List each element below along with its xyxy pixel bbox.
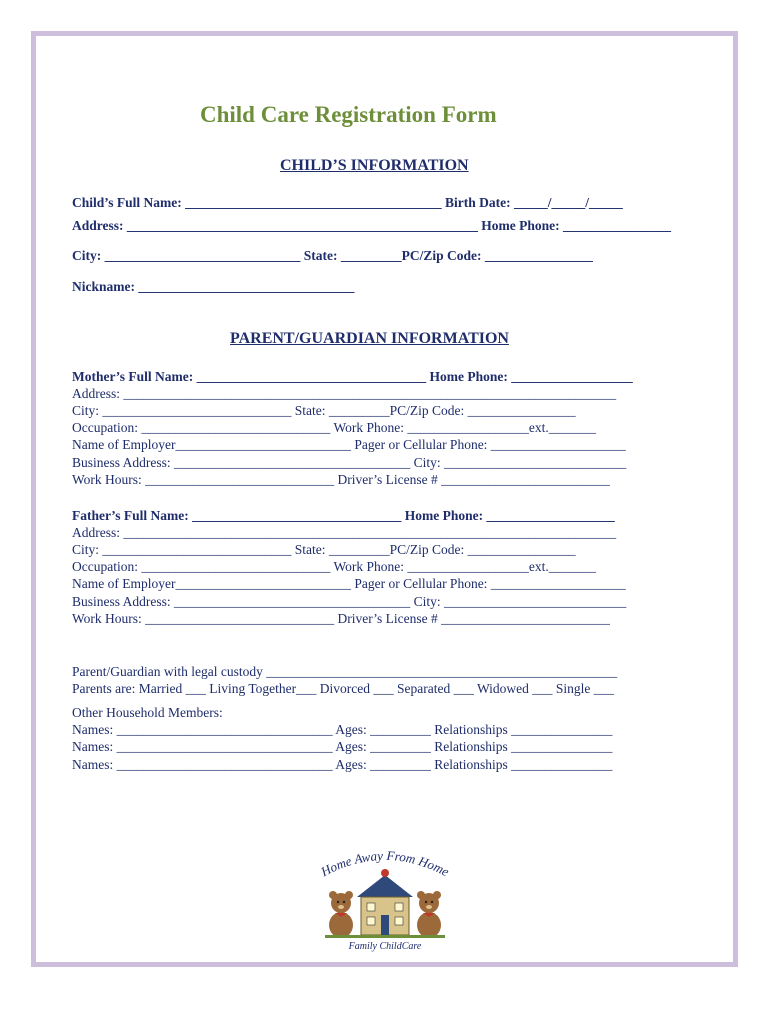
- mother-business-address-line: Business Address: ___________________________________ City: ___________________________: [72, 455, 627, 470]
- father-name-line: Father’s Full Name: _______________________________ Home Phone: ___________________: [72, 508, 615, 523]
- mother-occupation-line: Occupation: ____________________________ Work Phone: __________________ext._______: [72, 420, 597, 435]
- father-employer-line: Name of Employer__________________________ Pager or Cellular Phone: ____________________: [72, 576, 626, 591]
- child-info-heading: CHILD’S INFORMATION: [280, 157, 469, 174]
- father-city-line: City: ____________________________ State: _________PC/Zip Code: ________________: [72, 542, 576, 557]
- household-line: Names: ________________________________ Ages: _________ Relationships _______________: [72, 722, 613, 737]
- form-title: Child Care Registration Form: [200, 102, 497, 127]
- parents-are-line: Parents are: Married ___ Living Together___ Divorced ___ Separated ___ Widowed ___ Single ___: [72, 681, 615, 696]
- house-roof-icon: [357, 875, 413, 897]
- teddy-bear-icon: [329, 891, 353, 938]
- father-work-hours-line: Work Hours: ____________________________ Driver’s License # _________________________: [72, 611, 610, 626]
- parent-info-heading: PARENT/GUARDIAN INFORMATION: [230, 330, 509, 347]
- mother-address-line: Address: _________________________________________________________________________: [72, 386, 617, 401]
- mother-city-line: City: ____________________________ State: _________PC/Zip Code: ________________: [72, 403, 576, 418]
- household-line: Names: ________________________________ Ages: _________ Relationships _______________: [72, 739, 613, 754]
- mother-work-hours-line: Work Hours: ____________________________ Driver’s License # _________________________: [72, 472, 610, 487]
- child-name-line: Child’s Full Name: ______________________________________ Birth Date: _____/_____/_____: [72, 195, 623, 210]
- flower-icon: [381, 869, 389, 877]
- child-nickname-line: Nickname: ________________________________: [72, 279, 355, 294]
- logo-sub-text: Family ChildCare: [348, 941, 422, 952]
- father-address-line: Address: _________________________________________________________________________: [72, 525, 617, 540]
- mother-name-line: Mother’s Full Name: __________________________________ Home Phone: __________________: [72, 369, 633, 384]
- mother-employer-line: Name of Employer__________________________ Pager or Cellular Phone: ____________________: [72, 437, 626, 452]
- child-city-line: City: _____________________________ State: _________PC/Zip Code: ________________: [72, 248, 593, 263]
- child-address-line: Address: ____________________________________________________ Home Phone: ________________: [72, 218, 671, 233]
- teddy-bear-icon: [417, 891, 441, 938]
- home-away-from-home-logo: [305, 845, 465, 953]
- custody-line: Parent/Guardian with legal custody ____________________________________________________: [72, 664, 618, 679]
- father-occupation-line: Occupation: ____________________________ Work Phone: __________________ext._______: [72, 559, 597, 574]
- household-line: Names: ________________________________ Ages: _________ Relationships _______________: [72, 757, 613, 772]
- father-business-address-line: Business Address: ___________________________________ City: ___________________________: [72, 594, 627, 609]
- logo-arc-text: Home Away From Home: [318, 847, 452, 880]
- household-heading: Other Household Members:: [72, 705, 223, 720]
